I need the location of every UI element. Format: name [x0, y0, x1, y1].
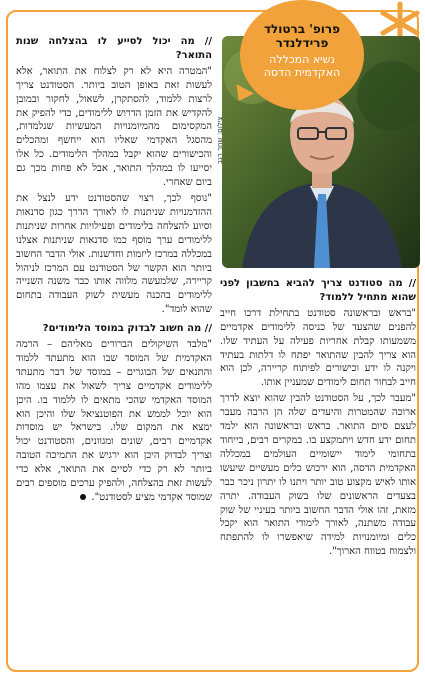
answer-paragraph: "בראש ובראשונה סטודנט בתחילת דרכו חייב להפנים שהצעד של כניסה ללימודים אקדמיים משמעותו קבלת אחריות פעילה על העתיד שלו. הוא צריך להבין שהתואר יפתח לו דלתות בעתיד ויקנה לו ידע וכישורים לפיתוח קריירה, לכן הוא חייב לבחור תחום לימודים שמעניין אותו.: [220, 307, 416, 389]
speaker-name: פרופ' ברטולד פרידלנדר: [263, 22, 341, 50]
answer-paragraph: "נוסף לכך, רצוי שהסטודנט ידע לנצל את ההזדמנויות שניתנות לו לאורך הדרך כגון סדנאות וסיוע להצלחה בלימודים ופעילויות אחרות שניתנות ללימודים ערך מוסף כמו סדנאות שניתנות אצלנו במכללה במרכז ליזמות וחדשנות. אולי הדבר החשוב ביותר הוא הקשר של הסטודנט עם המרכז לניהול קריירה, שלמעשה מלווה אותו כבר משנה השנייה ללימודים בהכנה מעשית לשוק העבודה בתחום שהוא לומד".: [16, 192, 212, 316]
right-text-column: [220, 272, 416, 561]
answer-text: "מלבד השיקולים הברורים מאליהם – הרמה האקדמית של המוסד שבו הוא מתעתד ללמוד והתנאים של הבוגרים – במוסד של דבר מתעתד ללימודים אקדמיים צריך לשאול את עצמו מהו המוסד האקדמי שהכי מתאים לו ללמוד בו. היכן הוא יוכל לממש את הפוטנציאל שלו והיכן הוא ימצא את המקום שלו. בישראל יש מוסדות אקדמיים רבים, שונים ומגוונים, והסטודנט יכול וצריך לבדוק היכן הוא ירגיש את התמיכה הטובה ביותר לא רק כדי לסיים את התואר, אלא כדי לעשות זאת בהצלחה, ולהפיק ערכים מוספים רבים שמוסד אקדמי מציע לסטודנט".: [16, 339, 212, 503]
question-heading: // מה חשוב לבדוק במוסד הלימודים?: [42, 323, 212, 335]
photo-credit: צילום: שחר רגב: [216, 116, 224, 164]
answer-paragraph: [16, 338, 212, 505]
left-text-column: [16, 30, 212, 507]
answer-paragraph: "המטרה היא לא רק לצלוח את התואר, אלא לעשות זאת באופן הטוב ביותר. הסטודנט צריך לרצות ללמוד, להסתקרן, לשאול, לחקור ובמובן להקדיש את הזמן הדרוש ללימודים, כדי להפיק את המקסימום מהמיומנויות המעשיות שנלמדות, מהסגל האקדמי שאליו הוא ייחשף ומהכלים והכישורים שהוא יקבל במהלך הלימודים. כל אלו יסייעו לו במהלך התואר, אבל לא פחות מכך גם ביום שאחרי.: [16, 65, 212, 189]
end-bullet-icon: [80, 494, 86, 500]
question-heading: // מה יכול לסייע לו בהצלחה שנות התואר?: [16, 36, 212, 61]
answer-paragraph: "מעבר לכך, על הסטודנט להבין שהוא יוצא לדרך ארוכה שהמטרות והיעדים שלה הן הרבה מעבר לעצם סיום התואר. בראש ובראשונה הוא ילמד תחום ידע חדש ויתמקצע בו. במקרים רבים, בייחוד בתחומי לימוד יישומיים העולמים במכללה האקדמית הדסה, הוא ירכוש כלים מעשיים שיעשו אותו לאיש מקצוע טוב יותר ויתנו לו יתרון ניכר כבר בצעדים הראשונים שלו בשוק העבודה. יתרה מזאת, זהו אולי הדבר החשוב ביותר בעיניי של שוק עבודה משתנה, לאורך לימודי התואר הוא יקבל כלים ומיומנויות למידה שיאפשרו לו להתפתח ולצמוח בטווח הארוך".: [220, 393, 416, 558]
speaker-role: נשיא המכללה האקדמית הדסה: [263, 53, 341, 79]
question-heading: // מה סטודנט צריך להביא בחשבון לפני שהוא מתחיל ללמוד?: [220, 278, 416, 303]
speech-bubble: [240, 0, 364, 110]
